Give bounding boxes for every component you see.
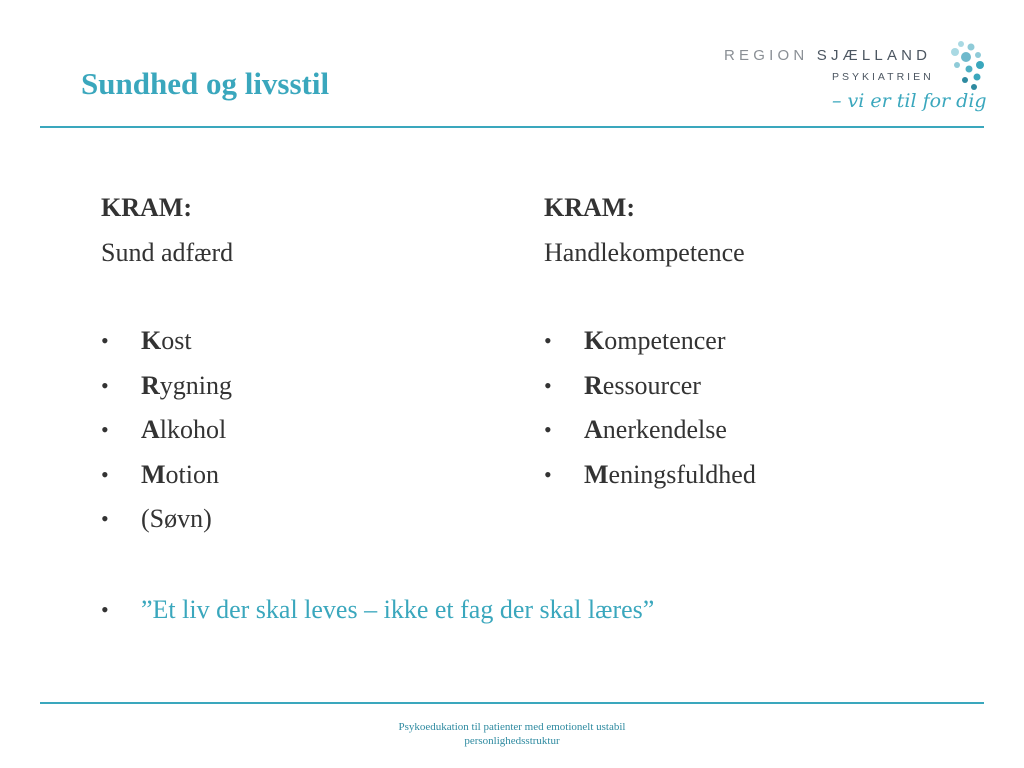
dot-cluster-icon	[947, 38, 987, 94]
left-heading: KRAM:	[101, 193, 192, 222]
header-divider	[40, 126, 984, 128]
left-subheading: Sund adfærd	[101, 237, 234, 267]
list-item: • Motion	[101, 453, 233, 498]
footer-divider	[40, 702, 984, 704]
left-column	[101, 186, 233, 542]
right-subheading: Handlekompetence	[544, 237, 745, 267]
list-item: • Anerkendelse	[544, 408, 756, 453]
list-item: • Ressourcer	[544, 364, 756, 409]
right-bullet-list	[544, 319, 756, 497]
list-item: • Meningsfuldhed	[544, 453, 756, 498]
list-item: • Alkohol	[101, 408, 233, 453]
right-heading: KRAM:	[544, 193, 635, 222]
logo-subtitle: PSYKIATRIEN	[832, 71, 934, 83]
list-item: • Rygning	[101, 364, 233, 409]
logo-tagline: – vi er til for dig	[832, 90, 987, 112]
left-bullet-list	[101, 319, 233, 542]
footer-line-1: Psykoedukation til patienter med emotionelt ustabil	[398, 721, 626, 733]
right-column	[544, 186, 756, 497]
list-item: • Kompetencer	[544, 319, 756, 364]
list-item: • (Søvn)	[101, 497, 233, 542]
footer-text	[362, 720, 662, 748]
list-item: • Kost	[101, 319, 233, 364]
region-sjaelland-logo	[722, 38, 987, 128]
quote-bullet: • ”Et liv der skal leves – ikke et fag der skal læres”	[101, 588, 654, 632]
logo-region-text: REGION SJÆLLAND	[724, 47, 932, 64]
footer-line-2: personlighedsstruktur	[464, 735, 560, 747]
slide-title: Sundhed og livsstil	[81, 66, 330, 101]
